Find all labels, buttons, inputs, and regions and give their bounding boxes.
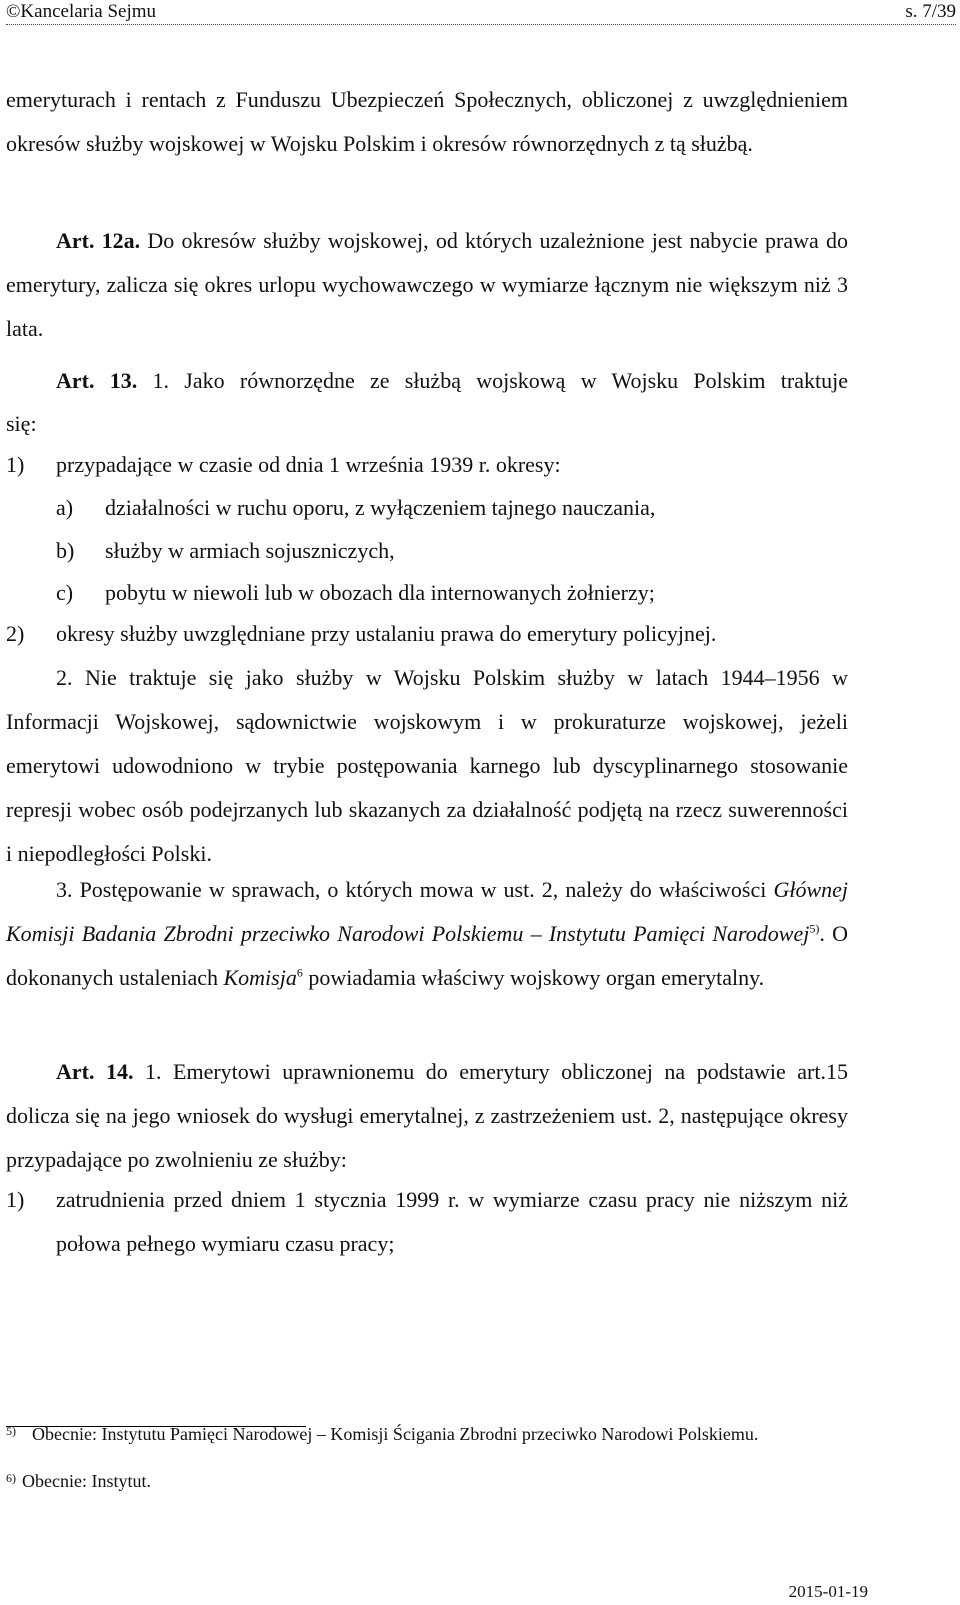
article-14-para-1 bbox=[6, 1050, 848, 1182]
list-label-1: 1) bbox=[6, 452, 25, 477]
article-13-continuation: się: bbox=[6, 411, 37, 436]
para-3-text-b: . O dokonanych ustaleniach bbox=[6, 921, 848, 990]
article-13-heading: Art. 13. bbox=[56, 368, 138, 393]
para-3-text-c: powiadamia właściwy wojskowy organ emerytalny. bbox=[302, 965, 765, 990]
article-13-para-2: 2. Nie traktuje się jako służby w Wojsku Polskim służby w latach 1944–1956 w Informacji Wojskowej, sądownictwie wojskowym i w prokuraturze wojskowej, jeżeli emerytowi udowodniono w trybie postępowania karnego lub dyscyplinarnego stosowanie represji wobec osób podejrzanych lub skazanych za działalność podjętą na rzecz suwerenności i niepodległości Polski. bbox=[6, 665, 848, 866]
list-label-2: 2) bbox=[6, 621, 25, 646]
list-label-a: a) bbox=[56, 495, 74, 520]
footnote-ref-5: 5) bbox=[809, 921, 820, 936]
para-3-institution: Głównej Komisji Badania Zbrodni przeciwko Narodowi Polskiemu – Instytutu Pamięci Narodowej bbox=[6, 877, 848, 946]
header-divider bbox=[6, 24, 956, 25]
para-3-komisja: Komisja bbox=[223, 965, 297, 990]
article-13-para-3 bbox=[6, 868, 848, 1000]
article-13-para-1 bbox=[56, 359, 848, 403]
footnote-ref-6: 6 bbox=[296, 965, 303, 980]
header-source: ©Kancelaria Sejmu bbox=[6, 1, 157, 22]
list-item-a: działalności w ruchu oporu, z wyłączeniem tajnego nauczania, bbox=[105, 495, 656, 520]
list-item-14-1: zatrudnienia przed dniem 1 stycznia 1999 r. w wymiarze czasu pracy nie niższym niż połowa pełnego wymiaru czasu pracy; bbox=[56, 1187, 848, 1256]
article-12a-heading: Art. 12a. bbox=[56, 228, 141, 253]
article-13-text: 1. Jako równorzędne ze służbą wojskową w Wojsku Polskim traktuje bbox=[137, 368, 848, 393]
list-item-b: służby w armiach sojuszniczych, bbox=[105, 538, 395, 563]
list-item-1: przypadające w czasie od dnia 1 września 1939 r. okresy: bbox=[56, 452, 561, 477]
list-item-2: okresy służby uwzględniane przy ustalaniu prawa do emerytury policyjnej. bbox=[56, 621, 717, 646]
article-12a-text: Do okresów służby wojskowej, od których uzależnione jest nabycie prawa do emerytury, zalicza się okres urlopu wychowawczego w wymiarze łącznym nie większym niż 3 lata. bbox=[6, 228, 848, 341]
para-3-text-a: 3. Postępowanie w sprawach, o których mowa w ust. 2, należy do właściwości bbox=[56, 877, 774, 902]
footnote-6: Obecnie: Instytut. bbox=[22, 1471, 151, 1491]
list-label-b: b) bbox=[56, 538, 75, 563]
list-label-14-1: 1) bbox=[6, 1187, 25, 1212]
article-12a bbox=[6, 219, 848, 351]
footer-date: 2015-01-19 bbox=[788, 1582, 868, 1601]
paragraph-continuation: emeryturach i rentach z Funduszu Ubezpieczeń Społecznych, obliczonej z uwzględnieniem okresów służby wojskowej w Wojsku Polskim i okresów równorzędnych z tą służbą. bbox=[6, 87, 848, 156]
footnote-6-mark: 6) bbox=[6, 1471, 16, 1485]
footnote-5: Obecnie: Instytutu Pamięci Narodowej – Komisji Ścigania Zbrodni przeciwko Narodowi Polskiemu. bbox=[32, 1424, 759, 1444]
footnote-5-mark: 5) bbox=[6, 1424, 16, 1438]
list-label-c: c) bbox=[56, 580, 74, 605]
list-item-c: pobytu w niewoli lub w obozach dla internowanych żołnierzy; bbox=[105, 580, 655, 605]
article-14-text: 1. Emerytowi uprawnionemu do emerytury obliczonej na podstawie art.15 dolicza się na jego wniosek do wysługi emerytalnej, z zastrzeżeniem ust. 2, następujące okresy przypadające po zwolnieniu ze służby: bbox=[6, 1059, 848, 1172]
header-page-number: s. 7/39 bbox=[905, 1, 956, 22]
article-14-heading: Art. 14. bbox=[56, 1059, 134, 1084]
